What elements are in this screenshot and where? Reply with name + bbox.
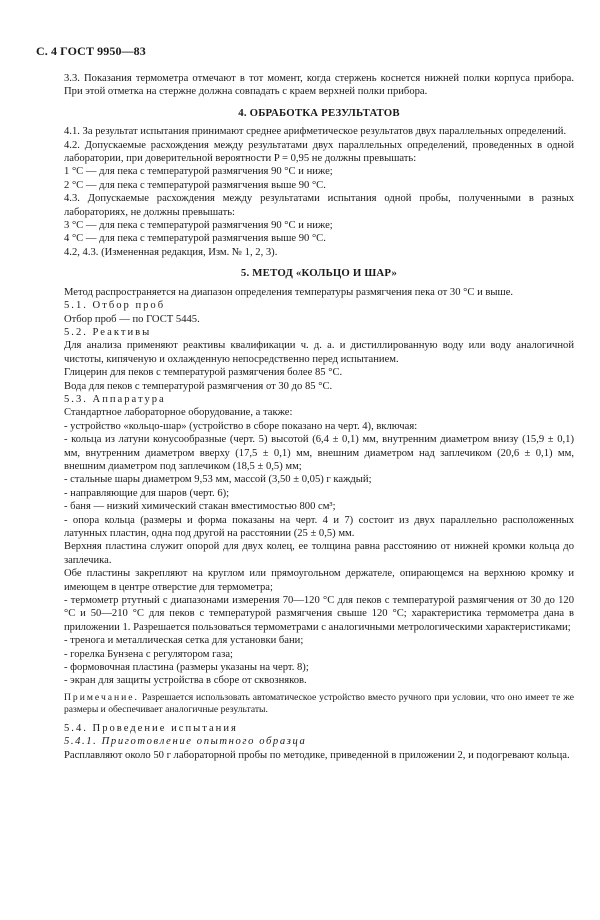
text-line: - термометр ртутный с диапазонами измерения 70—120 °С для пеков с температурой размягчения от 30 до 120 °С и 50—210 °С для пеков с температурой размягчения свыше 120 °С; характеристика термометра дана в приложении 1. Разрешается пользоваться термометрами с аналогичными метрологическими характеристиками; (64, 595, 574, 633)
text-line: 3 °С — для пека с температурой размягчения 90 °С и ниже; (64, 220, 333, 232)
text-line: 4.2, 4.3. (Измененная редакция, Изм. № 1, 2, 3). (64, 246, 278, 258)
text-line: 2 °С — для пека с температурой размягчения выше 90 °С. (64, 179, 326, 191)
text-line: Обе пластины закрепляют на круглом или прямоугольном держателе, опирающемся на верхнюю кромку и имеющем в центре отверстие для термометра; (64, 568, 574, 593)
text-line: 5.1. Отбор проб (64, 300, 166, 312)
note-text: Разрешается использовать автоматическое устройство вместо ручного при условии, что оно имеет те же размеры и обеспечивает аналогичные результаты. (64, 691, 574, 715)
text-line: Отбор проб — по ГОСТ 5445. (64, 313, 200, 325)
text-line: - баня — низкий химический стакан вместимостью 800 см³; (64, 501, 336, 513)
text-line: 5.2. Реактивы (64, 326, 152, 338)
text-line: - направляющие для шаров (черт. 6); (64, 487, 230, 499)
text-line: - кольца из латуни конусообразные (черт. 5) высотой (6,4 ± 0,1) мм, внутренним диаметром внизу (15,9 ± 0,1) мм, внутренним диаметром вверху (17,5 ± 0,1) мм, внешним диаметром над заплечиком (20,6 ± 0,1) мм, внешним диаметром под заплечиком (18,5 ± 0,5) мм; (64, 434, 574, 472)
text-line: 3.3. Показания термометра отмечают в тот момент, когда стержень коснется нижней полки корпуса прибора. При этой отметка на стержне должна совпадать с краем верхней полки прибора. (64, 73, 574, 98)
text-line: Верхняя пластина служит опорой для двух колец, ее толщина равна расстоянию от нижней кромки кольца до заплечика. (64, 541, 574, 566)
text-line: - формовочная пластина (размеры указаны на черт. 8); (64, 662, 309, 674)
text-line: Вода для пеков с температурой размягчения от 30 до 85 °С. (64, 380, 333, 392)
page-header: С. 4 ГОСТ 9950—83 (36, 44, 146, 58)
text-line: - устройство «кольцо-шар» (устройство в сборе показано на черт. 4), включая: (64, 420, 418, 432)
text-line: Стандартное лабораторное оборудование, а также: (64, 407, 293, 419)
text-line: Глицерин для пеков с температурой размягчения более 85 °С. (64, 367, 343, 379)
section-heading: 5. МЕТОД «КОЛЬЦО И ШАР» (240, 267, 398, 280)
text-line: - горелка Бунзена с регулятором газа; (64, 648, 233, 660)
text-line: 5.4. Проведение испытания (64, 722, 238, 734)
text-line: - стальные шары диаметром 9,53 мм, массой (3,50 ± 0,05) г каждый; (64, 474, 372, 486)
text-line: 1 °С — для пека с температурой размягчения 90 °С и ниже; (64, 166, 333, 178)
text-line: 4.3. Допускаемые расхождения между результатами испытания одной пробы, полученными в разных лабораториях, не должны превышать: (64, 193, 574, 218)
text-line: Расплавляют около 50 г лабораторной пробы по методике, приведенной в приложении 2, и подогревают кольца. (64, 749, 570, 761)
page-content (64, 72, 574, 762)
text-line: 4.2. Допускаемые расхождения между результатами двух параллельных определений, проведенных в одной лаборатории, при доверительной вероятности P = 0,95 не должны превышать: (64, 139, 574, 165)
text-line: 4 °С — для пека с температурой размягчения выше 90 °С. (64, 233, 326, 245)
text-line: Метод распространяется на диапазон определения температуры размягчения пека от 30 °С и выше. (64, 286, 514, 298)
text-line: - опора кольца (размеры и форма показаны на черт. 4 и 7) состоит из двух параллельно расположенных латунных пластин, одна под другой на расстоянии (25 ± 0,5) мм. (64, 514, 574, 539)
note-paragraph (64, 692, 574, 716)
section-heading: 4. ОБРАБОТКА РЕЗУЛЬТАТОВ (238, 106, 400, 119)
text-line: 5.4.1. Приготовление опытного образца (64, 736, 307, 748)
text-line: - экран для защиты устройства в сборе от сквозняков. (64, 675, 307, 687)
note-label: Примечание. (64, 691, 139, 703)
text-line: Для анализа применяют реактивы квалификации ч. д. а. и дистиллированную воду или воду аналогичной чистоты, кипяченую и охлажденную непосредственно перед испытанием. (64, 340, 574, 365)
text-line: 5.3. Аппаратура (64, 393, 166, 405)
text-line: - треногa и металлическая сетка для установки бани; (64, 635, 304, 647)
text-line: 4.1. За результат испытания принимают среднее арифметическое результатов двух параллельных определений. (64, 126, 567, 138)
